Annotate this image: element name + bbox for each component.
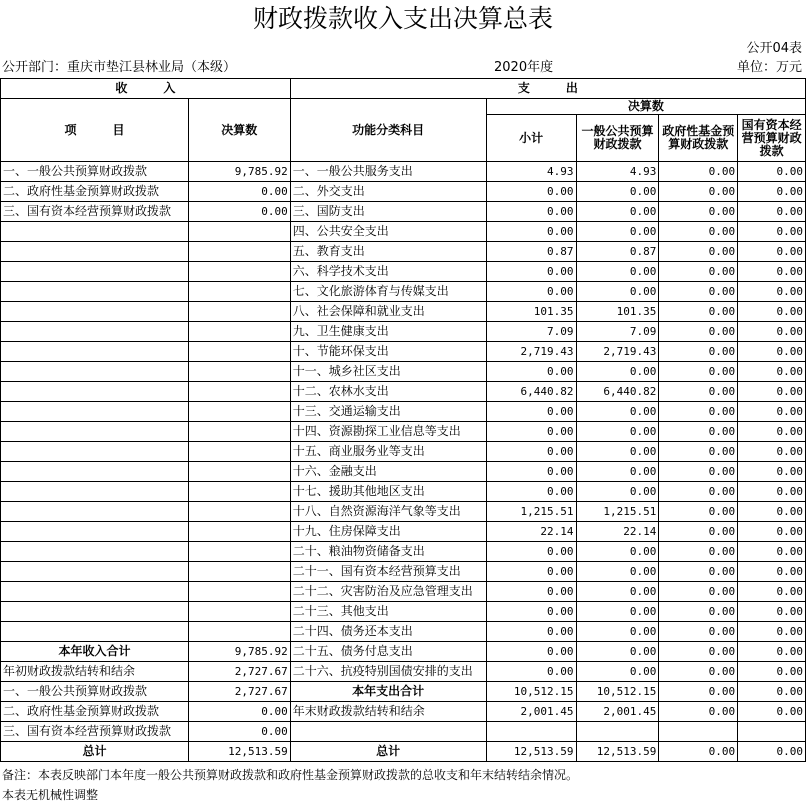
table-row (1, 522, 806, 542)
general-budget-cell: 0.00 (576, 262, 659, 282)
state-capital-cell: 0.00 (738, 282, 806, 302)
subtotal-cell: 0.00 (486, 462, 576, 482)
income-amount-cell (188, 602, 290, 622)
expense-item-cell: 十八、自然资源海洋气象等支出 (290, 502, 486, 522)
subtotal-cell: 22.14 (486, 522, 576, 542)
subtotal-cell: 0.00 (486, 662, 576, 682)
fund-budget-cell: 0.00 (659, 242, 738, 262)
page-title: 财政拨款收入支出决算总表 (252, 4, 553, 33)
income-item-cell (1, 242, 189, 262)
income-item-cell (1, 562, 189, 582)
state-capital-cell: 0.00 (738, 622, 806, 642)
fund-budget-cell: 0.00 (659, 582, 738, 602)
general-budget-cell: 0.00 (576, 662, 659, 682)
general-budget-cell: 0.00 (576, 582, 659, 602)
subtotal-cell: 0.00 (486, 442, 576, 462)
state-capital-cell: 0.00 (738, 542, 806, 562)
general-header: 一般公共预算财政拨款 (576, 115, 659, 162)
expense-item-cell: 十三、交通运输支出 (290, 402, 486, 422)
general-budget-cell: 0.00 (576, 222, 659, 242)
general-budget-cell: 2,001.45 (576, 702, 659, 722)
table-row (1, 542, 806, 562)
state-capital-cell: 0.00 (738, 182, 806, 202)
general-budget-cell: 0.00 (576, 202, 659, 222)
expense-item-cell: 四、公共安全支出 (290, 222, 486, 242)
subtotal-cell: 1,215.51 (486, 502, 576, 522)
final-header: 决算数 (486, 99, 805, 115)
general-budget-cell: 0.00 (576, 442, 659, 462)
department: 公开部门：重庆市垫江县林业局（本级） (2, 60, 237, 75)
expense-item-cell: 十一、城乡社区支出 (290, 362, 486, 382)
subtotal-cell: 0.00 (486, 402, 576, 422)
fund-budget-cell: 0.00 (659, 202, 738, 222)
subtotal-header: 小计 (486, 115, 576, 162)
income-item-cell: 二、政府性基金预算财政拨款 (1, 702, 189, 722)
income-amount-cell (188, 582, 290, 602)
state-capital-cell: 0.00 (738, 602, 806, 622)
fund-budget-cell: 0.00 (659, 702, 738, 722)
income-item-cell: 二、政府性基金预算财政拨款 (1, 182, 189, 202)
income-amount-cell (188, 622, 290, 642)
table-row (1, 362, 806, 382)
table-row (1, 742, 806, 762)
table-row (1, 622, 806, 642)
income-amount-cell (188, 222, 290, 242)
fund-budget-cell: 0.00 (659, 302, 738, 322)
expense-item-cell: 七、文化旅游体育与传媒支出 (290, 282, 486, 302)
subtotal-cell: 0.00 (486, 422, 576, 442)
general-budget-cell: 12,513.59 (576, 742, 659, 762)
subtotal-cell: 0.87 (486, 242, 576, 262)
state-capital-cell: 0.00 (738, 322, 806, 342)
income-item-cell (1, 322, 189, 342)
income-item-cell (1, 462, 189, 482)
income-item-cell (1, 582, 189, 602)
table-row (1, 562, 806, 582)
expense-item-cell: 十九、住房保障支出 (290, 522, 486, 542)
expense-item-cell: 十六、金融支出 (290, 462, 486, 482)
expense-item-cell: 十四、资源勘探工业信息等支出 (290, 422, 486, 442)
table-row (1, 482, 806, 502)
income-item-cell: 一、一般公共预算财政拨款 (1, 682, 189, 702)
general-budget-cell (576, 722, 659, 742)
fund-budget-cell: 0.00 (659, 682, 738, 702)
expense-item-cell: 二十五、债务付息支出 (290, 642, 486, 662)
table-row (1, 342, 806, 362)
general-budget-cell: 0.00 (576, 362, 659, 382)
income-amount-cell (188, 262, 290, 282)
state-header: 国有资本经营预算财政拨款 (738, 115, 806, 162)
subtotal-cell: 0.00 (486, 582, 576, 602)
table-row (1, 502, 806, 522)
fund-budget-cell: 0.00 (659, 402, 738, 422)
general-budget-cell: 101.35 (576, 302, 659, 322)
income-item-cell (1, 282, 189, 302)
table-row (1, 582, 806, 602)
income-amount-cell (188, 342, 290, 362)
income-item-cell: 三、国有资本经营预算财政拨款 (1, 722, 189, 742)
table-row (1, 262, 806, 282)
expense-item-cell: 总计 (290, 742, 486, 762)
fund-budget-cell: 0.00 (659, 482, 738, 502)
income-amount-cell: 0.00 (188, 182, 290, 202)
fund-budget-cell: 0.00 (659, 662, 738, 682)
state-capital-cell: 0.00 (738, 502, 806, 522)
income-header: 收 入 (1, 79, 291, 99)
subtotal-cell: 7.09 (486, 322, 576, 342)
table-row (1, 422, 806, 442)
state-capital-cell: 0.00 (738, 302, 806, 322)
income-amount-cell (188, 422, 290, 442)
general-budget-cell: 0.00 (576, 462, 659, 482)
subtotal-cell: 0.00 (486, 542, 576, 562)
state-capital-cell: 0.00 (738, 202, 806, 222)
fund-budget-cell: 0.00 (659, 622, 738, 642)
income-item-cell (1, 262, 189, 282)
income-amount-cell: 9,785.92 (188, 642, 290, 662)
income-amount-cell: 0.00 (188, 722, 290, 742)
general-budget-cell: 1,215.51 (576, 502, 659, 522)
income-amount-cell (188, 402, 290, 422)
expense-item-cell: 二十一、国有资本经营预算支出 (290, 562, 486, 582)
expense-item-cell: 九、卫生健康支出 (290, 322, 486, 342)
subtotal-cell: 0.00 (486, 642, 576, 662)
income-amount-cell (188, 382, 290, 402)
expense-item-cell: 二十二、灾害防治及应急管理支出 (290, 582, 486, 602)
fund-budget-cell: 0.00 (659, 462, 738, 482)
fund-budget-cell: 0.00 (659, 422, 738, 442)
income-item-cell (1, 542, 189, 562)
function-header: 功能分类科目 (290, 99, 486, 162)
expense-item-cell: 五、教育支出 (290, 242, 486, 262)
income-amount-cell: 2,727.67 (188, 682, 290, 702)
income-item-cell (1, 342, 189, 362)
income-item-cell (1, 602, 189, 622)
table-row (1, 642, 806, 662)
state-capital-cell: 0.00 (738, 422, 806, 442)
subtotal-cell: 6,440.82 (486, 382, 576, 402)
subtotal-cell: 0.00 (486, 262, 576, 282)
expense-item-cell: 二十六、抗疫特别国债安排的支出 (290, 662, 486, 682)
state-capital-cell: 0.00 (738, 262, 806, 282)
fund-budget-cell: 0.00 (659, 522, 738, 542)
fund-budget-cell: 0.00 (659, 162, 738, 182)
expense-item-cell: 十、节能环保支出 (290, 342, 486, 362)
income-amount-cell: 2,727.67 (188, 662, 290, 682)
income-item-cell (1, 502, 189, 522)
state-capital-cell: 0.00 (738, 582, 806, 602)
form-code: 公开04表 (746, 41, 802, 56)
income-amount-cell (188, 242, 290, 262)
fiscal-year: 2020年度 (494, 60, 554, 75)
fund-budget-cell: 0.00 (659, 282, 738, 302)
table-row (1, 402, 806, 422)
subtotal-cell: 0.00 (486, 562, 576, 582)
income-amount-cell (188, 522, 290, 542)
expense-item-cell: 二十、粮油物资储备支出 (290, 542, 486, 562)
subtotal-cell: 10,512.15 (486, 682, 576, 702)
fund-budget-cell: 0.00 (659, 262, 738, 282)
general-budget-cell: 0.00 (576, 182, 659, 202)
fund-budget-cell: 0.00 (659, 542, 738, 562)
subtotal-cell: 0.00 (486, 202, 576, 222)
table-note-secondary: 本表无机械性调整 (2, 788, 99, 802)
table-row (1, 702, 806, 722)
fund-header: 政府性基金预算财政拨款 (659, 115, 738, 162)
fund-budget-cell: 0.00 (659, 602, 738, 622)
table-row (1, 722, 806, 742)
unit-label: 单位：万元 (736, 60, 802, 75)
state-capital-cell: 0.00 (738, 662, 806, 682)
income-item-cell (1, 222, 189, 242)
expense-item-cell: 十二、农林水支出 (290, 382, 486, 402)
income-item-cell (1, 622, 189, 642)
income-item-cell (1, 522, 189, 542)
income-amount-cell (188, 562, 290, 582)
state-capital-cell: 0.00 (738, 342, 806, 362)
income-item-cell: 总计 (1, 742, 189, 762)
general-budget-cell: 0.00 (576, 282, 659, 302)
general-budget-cell: 2,719.43 (576, 342, 659, 362)
state-capital-cell: 0.00 (738, 382, 806, 402)
state-capital-cell: 0.00 (738, 682, 806, 702)
income-item-cell (1, 422, 189, 442)
item-header: 项 目 (1, 99, 189, 162)
table-row (1, 602, 806, 622)
income-amount-cell: 12,513.59 (188, 742, 290, 762)
income-item-cell (1, 402, 189, 422)
general-budget-cell: 7.09 (576, 322, 659, 342)
general-budget-cell: 0.87 (576, 242, 659, 262)
state-capital-cell: 0.00 (738, 362, 806, 382)
fund-budget-cell: 0.00 (659, 562, 738, 582)
subtotal-cell: 2,001.45 (486, 702, 576, 722)
state-capital-cell: 0.00 (738, 462, 806, 482)
income-item-cell (1, 302, 189, 322)
income-amount-cell (188, 462, 290, 482)
state-capital-cell: 0.00 (738, 562, 806, 582)
income-item-cell: 一、一般公共预算财政拨款 (1, 162, 189, 182)
final-amount-header: 决算数 (188, 99, 290, 162)
state-capital-cell: 0.00 (738, 162, 806, 182)
general-budget-cell: 0.00 (576, 602, 659, 622)
general-budget-cell: 22.14 (576, 522, 659, 542)
table-note: 备注：本表反映部门本年度一般公共预算财政拨款和政府性基金预算财政拨款的总收支和年末结转结余情况。 (2, 768, 579, 782)
subtotal-cell: 12,513.59 (486, 742, 576, 762)
income-amount-cell (188, 322, 290, 342)
table-row (1, 282, 806, 302)
fund-budget-cell: 0.00 (659, 742, 738, 762)
expense-item-cell: 本年支出合计 (290, 682, 486, 702)
table-row (1, 182, 806, 202)
income-amount-cell: 9,785.92 (188, 162, 290, 182)
table-row (1, 442, 806, 462)
income-item-cell (1, 362, 189, 382)
state-capital-cell: 0.00 (738, 702, 806, 722)
subtotal-cell: 2,719.43 (486, 342, 576, 362)
expense-item-cell: 六、科学技术支出 (290, 262, 486, 282)
income-amount-cell (188, 482, 290, 502)
general-budget-cell: 10,512.15 (576, 682, 659, 702)
income-item-cell: 三、国有资本经营预算财政拨款 (1, 202, 189, 222)
general-budget-cell: 0.00 (576, 482, 659, 502)
table-row (1, 382, 806, 402)
subtotal-cell: 0.00 (486, 362, 576, 382)
expense-item-cell: 二、外交支出 (290, 182, 486, 202)
general-budget-cell: 0.00 (576, 542, 659, 562)
fund-budget-cell: 0.00 (659, 322, 738, 342)
fund-budget-cell: 0.00 (659, 442, 738, 462)
subtotal-cell: 0.00 (486, 482, 576, 502)
fund-budget-cell: 0.00 (659, 182, 738, 202)
general-budget-cell: 0.00 (576, 422, 659, 442)
income-item-cell: 本年收入合计 (1, 642, 189, 662)
expense-item-cell: 二十三、其他支出 (290, 602, 486, 622)
table-row (1, 662, 806, 682)
subtotal-cell: 0.00 (486, 622, 576, 642)
expense-item-cell: 十七、援助其他地区支出 (290, 482, 486, 502)
state-capital-cell: 0.00 (738, 482, 806, 502)
state-capital-cell: 0.00 (738, 242, 806, 262)
state-capital-cell: 0.00 (738, 642, 806, 662)
general-budget-cell: 0.00 (576, 642, 659, 662)
income-amount-cell (188, 282, 290, 302)
income-item-cell (1, 442, 189, 462)
table-row (1, 242, 806, 262)
expense-item-cell: 十五、商业服务业等支出 (290, 442, 486, 462)
table-row (1, 322, 806, 342)
state-capital-cell: 0.00 (738, 742, 806, 762)
table-row (1, 302, 806, 322)
state-capital-cell: 0.00 (738, 222, 806, 242)
general-budget-cell: 4.93 (576, 162, 659, 182)
state-capital-cell: 0.00 (738, 442, 806, 462)
expense-item-cell: 三、国防支出 (290, 202, 486, 222)
expense-item-cell: 八、社会保障和就业支出 (290, 302, 486, 322)
expense-header: 支 出 (290, 79, 805, 99)
subtotal-cell: 0.00 (486, 602, 576, 622)
state-capital-cell: 0.00 (738, 402, 806, 422)
expense-item-cell: 年末财政拨款结转和结余 (290, 702, 486, 722)
expense-item-cell: 二十四、债务还本支出 (290, 622, 486, 642)
fund-budget-cell: 0.00 (659, 382, 738, 402)
table-row (1, 682, 806, 702)
income-amount-cell (188, 542, 290, 562)
table-row (1, 462, 806, 482)
expense-item-cell: 一、一般公共服务支出 (290, 162, 486, 182)
state-capital-cell (738, 722, 806, 742)
general-budget-cell: 0.00 (576, 402, 659, 422)
income-amount-cell (188, 442, 290, 462)
income-amount-cell: 0.00 (188, 202, 290, 222)
subtotal-cell: 101.35 (486, 302, 576, 322)
expense-item-cell (290, 722, 486, 742)
table-row (1, 222, 806, 242)
table-row (1, 162, 806, 182)
general-budget-cell: 0.00 (576, 562, 659, 582)
subtotal-cell: 0.00 (486, 222, 576, 242)
subtotal-cell: 0.00 (486, 182, 576, 202)
fund-budget-cell: 0.00 (659, 642, 738, 662)
income-item-cell (1, 482, 189, 502)
income-item-cell (1, 382, 189, 402)
table-row (1, 202, 806, 222)
subtotal-cell: 0.00 (486, 282, 576, 302)
income-amount-cell (188, 502, 290, 522)
subtotal-cell (486, 722, 576, 742)
income-amount-cell: 0.00 (188, 702, 290, 722)
fund-budget-cell: 0.00 (659, 502, 738, 522)
general-budget-cell: 6,440.82 (576, 382, 659, 402)
subtotal-cell: 4.93 (486, 162, 576, 182)
budget-table (0, 78, 806, 762)
fund-budget-cell: 0.00 (659, 222, 738, 242)
income-amount-cell (188, 302, 290, 322)
state-capital-cell: 0.00 (738, 522, 806, 542)
income-amount-cell (188, 362, 290, 382)
fund-budget-cell: 0.00 (659, 342, 738, 362)
general-budget-cell: 0.00 (576, 622, 659, 642)
fund-budget-cell (659, 722, 738, 742)
income-item-cell: 年初财政拨款结转和结余 (1, 662, 189, 682)
fund-budget-cell: 0.00 (659, 362, 738, 382)
